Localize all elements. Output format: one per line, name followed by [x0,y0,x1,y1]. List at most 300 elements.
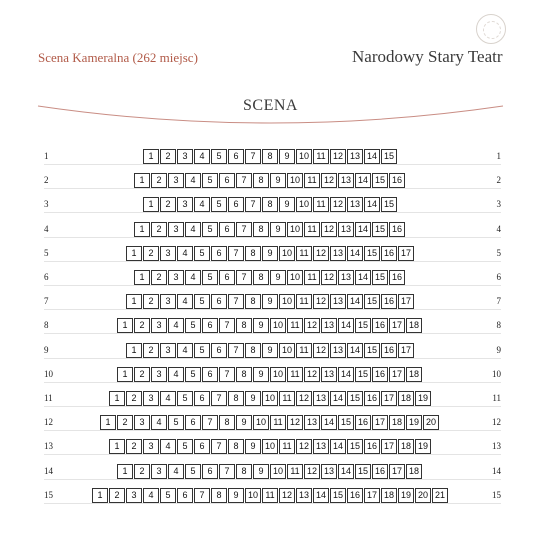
theatre-name: Narodowy Stary Teatr [352,47,503,66]
seat-button[interactable]: 6 [185,415,201,430]
seat-button[interactable]: 3 [126,488,142,503]
seat-button[interactable]: 15 [355,367,371,382]
seat-button[interactable]: 13 [338,173,354,188]
seat-button[interactable]: 6 [211,343,227,358]
seat-group [134,173,406,188]
seat-button[interactable]: 2 [126,391,142,406]
seat-button[interactable]: 11 [262,488,278,503]
seat-button[interactable]: 1 [109,391,125,406]
seat-button[interactable]: 7 [245,149,261,164]
row-divider [44,382,501,383]
seat-button[interactable]: 6 [219,270,235,285]
seat-button[interactable]: 11 [279,439,295,454]
seat-button[interactable]: 11 [313,197,329,212]
seat-button[interactable]: 8 [245,246,261,261]
seat-button[interactable]: 11 [296,246,312,261]
seat-group [117,318,423,333]
seat-button[interactable]: 15 [381,197,397,212]
seat-button[interactable]: 2 [160,197,176,212]
seat-button[interactable]: 2 [160,149,176,164]
seat-button[interactable]: 13 [313,391,329,406]
seat-button[interactable]: 7 [236,173,252,188]
seat-button[interactable]: 2 [109,488,125,503]
seat-button[interactable]: 8 [219,415,235,430]
seat-button[interactable]: 17 [381,439,397,454]
seat-button[interactable]: 10 [262,391,278,406]
seat-button[interactable]: 8 [245,343,261,358]
seat-button[interactable]: 16 [381,246,397,261]
seat-button[interactable]: 2 [151,270,167,285]
seat-button[interactable]: 8 [236,367,252,382]
seat-button[interactable]: 14 [330,439,346,454]
seat-button[interactable]: 9 [279,197,295,212]
seat-button[interactable]: 5 [211,149,227,164]
seat-button[interactable]: 5 [202,270,218,285]
seat-button[interactable]: 1 [117,367,133,382]
stage-label: SCENA [243,97,298,114]
seat-button[interactable]: 3 [160,343,176,358]
seat-button[interactable]: 13 [330,294,346,309]
row-number-right: 9 [496,345,501,355]
seat-button[interactable]: 3 [151,367,167,382]
row-number-right: 14 [492,466,501,476]
seat-button[interactable]: 4 [185,222,201,237]
seat-button[interactable]: 15 [338,415,354,430]
seat-button[interactable]: 12 [304,318,320,333]
seat-button[interactable]: 10 [270,464,286,479]
seat-group [100,415,440,430]
seat-button[interactable]: 2 [143,343,159,358]
seat-button[interactable]: 10 [279,343,295,358]
seat-button[interactable]: 6 [194,391,210,406]
seat-button[interactable]: 14 [338,464,354,479]
seat-button[interactable]: 3 [177,149,193,164]
seat-button[interactable]: 4 [185,173,201,188]
seat-button[interactable]: 2 [143,294,159,309]
seat-button[interactable]: 10 [245,488,261,503]
seat-button[interactable]: 9 [253,318,269,333]
seat-row-3 [0,197,541,214]
seat-button[interactable]: 19 [415,439,431,454]
row-number-right: 13 [492,441,501,451]
seat-button[interactable]: 12 [296,391,312,406]
seat-button[interactable]: 13 [321,367,337,382]
seat-button[interactable]: 17 [364,488,380,503]
seat-button[interactable]: 12 [321,270,337,285]
seat-button[interactable]: 7 [228,343,244,358]
seat-button[interactable]: 14 [355,173,371,188]
seat-button[interactable]: 9 [279,149,295,164]
seat-button[interactable]: 12 [313,294,329,309]
seat-button[interactable]: 18 [406,367,422,382]
seat-button[interactable]: 3 [168,222,184,237]
seat-button[interactable]: 13 [338,222,354,237]
seat-button[interactable]: 8 [211,488,227,503]
seat-button[interactable]: 7 [236,270,252,285]
seat-button[interactable]: 15 [372,173,388,188]
seat-button[interactable]: 18 [406,464,422,479]
seat-button[interactable]: 12 [313,343,329,358]
seat-button[interactable]: 7 [228,294,244,309]
row-divider [44,237,501,238]
seat-button[interactable]: 4 [168,318,184,333]
seat-button[interactable]: 4 [168,367,184,382]
seat-row-6 [0,270,541,287]
seat-button[interactable]: 10 [296,149,312,164]
seat-button[interactable]: 15 [347,391,363,406]
seat-button[interactable]: 14 [364,149,380,164]
seat-button[interactable]: 4 [194,149,210,164]
seat-group [134,222,406,237]
seat-button[interactable]: 11 [304,173,320,188]
seat-button[interactable]: 1 [134,222,150,237]
seat-button[interactable]: 1 [126,246,142,261]
seat-button[interactable]: 6 [219,222,235,237]
seat-button[interactable]: 14 [347,246,363,261]
seat-button[interactable]: 13 [304,415,320,430]
row-number-left: 4 [44,224,49,234]
seat-button[interactable]: 3 [134,415,150,430]
seat-button[interactable]: 11 [287,464,303,479]
seat-button[interactable]: 7 [211,391,227,406]
seat-row-14 [0,464,541,481]
seat-button[interactable]: 12 [321,173,337,188]
seat-button[interactable]: 4 [194,197,210,212]
seat-button[interactable]: 2 [143,246,159,261]
seat-button[interactable]: 15 [330,488,346,503]
seat-button[interactable]: 4 [185,270,201,285]
seat-button[interactable]: 14 [347,294,363,309]
seat-button[interactable]: 5 [185,464,201,479]
seat-button[interactable]: 8 [245,294,261,309]
seat-button[interactable]: 10 [296,197,312,212]
seat-button[interactable]: 3 [151,464,167,479]
seat-button[interactable]: 11 [296,343,312,358]
seat-button[interactable]: 8 [253,173,269,188]
seat-button[interactable]: 4 [177,294,193,309]
seat-button[interactable]: 1 [126,294,142,309]
seat-button[interactable]: 16 [389,270,405,285]
seat-button[interactable]: 15 [364,343,380,358]
seat-button[interactable]: 1 [117,464,133,479]
seat-button[interactable]: 13 [296,488,312,503]
seat-row-2 [0,173,541,190]
seat-button[interactable]: 6 [202,367,218,382]
seat-button[interactable]: 14 [313,488,329,503]
seat-button[interactable]: 15 [347,439,363,454]
seat-button[interactable]: 2 [134,318,150,333]
seat-button[interactable]: 7 [245,197,261,212]
seat-button[interactable]: 19 [415,391,431,406]
row-divider [44,430,501,431]
seat-button[interactable]: 6 [202,318,218,333]
seat-button[interactable]: 4 [177,343,193,358]
seat-button[interactable]: 11 [296,294,312,309]
seat-button[interactable]: 4 [143,488,159,503]
seat-button[interactable]: 10 [270,367,286,382]
seat-button[interactable]: 1 [100,415,116,430]
seat-button[interactable]: 1 [134,173,150,188]
seat-button[interactable]: 15 [381,149,397,164]
seat-button[interactable]: 13 [313,439,329,454]
seat-button[interactable]: 12 [287,415,303,430]
seat-button[interactable]: 6 [211,246,227,261]
row-divider [44,188,501,189]
seat-button[interactable]: 5 [211,197,227,212]
seat-button[interactable]: 11 [287,367,303,382]
seat-button[interactable]: 14 [338,367,354,382]
seat-button[interactable]: 16 [364,391,380,406]
row-divider [44,164,501,165]
seat-button[interactable]: 10 [279,246,295,261]
seat-button[interactable]: 16 [381,343,397,358]
seat-button[interactable]: 7 [211,439,227,454]
seat-button[interactable]: 9 [262,343,278,358]
seat-button[interactable]: 7 [219,464,235,479]
seat-button[interactable]: 4 [160,391,176,406]
seat-button[interactable]: 13 [330,246,346,261]
row-divider [44,333,501,334]
seat-button[interactable]: 2 [151,222,167,237]
seat-button[interactable]: 5 [194,246,210,261]
seat-button[interactable]: 16 [347,488,363,503]
seat-button[interactable]: 17 [398,343,414,358]
seat-button[interactable]: 10 [287,173,303,188]
seat-button[interactable]: 16 [389,222,405,237]
seat-button[interactable]: 9 [253,367,269,382]
seat-button[interactable]: 13 [321,464,337,479]
seat-button[interactable]: 15 [372,270,388,285]
seat-button[interactable]: 2 [151,173,167,188]
seat-button[interactable]: 16 [364,439,380,454]
seat-button[interactable]: 10 [270,318,286,333]
seat-button[interactable]: 8 [228,391,244,406]
seat-button[interactable]: 9 [270,222,286,237]
seat-button[interactable]: 6 [211,294,227,309]
seat-button[interactable]: 16 [389,173,405,188]
seat-button[interactable]: 15 [364,294,380,309]
seat-button[interactable]: 4 [160,439,176,454]
seat-button[interactable]: 8 [253,270,269,285]
seat-button[interactable]: 10 [262,439,278,454]
row-number-right: 11 [492,393,501,403]
seat-button[interactable]: 19 [406,415,422,430]
seat-button[interactable]: 14 [355,270,371,285]
seat-button[interactable]: 12 [330,197,346,212]
row-number-left: 9 [44,345,49,355]
row-number-right: 6 [496,272,501,282]
seat-button[interactable]: 5 [194,343,210,358]
seat-button[interactable]: 16 [372,464,388,479]
seat-button[interactable]: 3 [177,197,193,212]
seat-button[interactable]: 12 [330,149,346,164]
seat-row-10 [0,367,541,384]
seat-button[interactable]: 7 [202,415,218,430]
seat-button[interactable]: 5 [185,318,201,333]
seat-button[interactable]: 5 [177,391,193,406]
seat-button[interactable]: 5 [202,173,218,188]
seat-button[interactable]: 1 [143,149,159,164]
seat-button[interactable]: 9 [262,294,278,309]
seat-button[interactable]: 11 [304,222,320,237]
seat-button[interactable]: 7 [194,488,210,503]
row-number-right: 5 [496,248,501,258]
seat-button[interactable]: 3 [151,318,167,333]
seat-row-13 [0,439,541,456]
seat-button[interactable]: 14 [338,318,354,333]
seat-button[interactable]: 4 [151,415,167,430]
seat-button[interactable]: 18 [406,318,422,333]
seat-button[interactable]: 11 [270,415,286,430]
row-number-right: 12 [492,417,501,427]
seat-button[interactable]: 15 [372,222,388,237]
seat-row-8 [0,318,541,335]
seat-button[interactable]: 15 [364,246,380,261]
seat-button[interactable]: 6 [219,173,235,188]
seat-button[interactable]: 14 [347,343,363,358]
seat-button[interactable]: 9 [245,391,261,406]
seat-button[interactable]: 3 [143,439,159,454]
seat-button[interactable]: 5 [160,488,176,503]
seat-button[interactable]: 5 [185,367,201,382]
seat-button[interactable]: 1 [117,318,133,333]
seat-button[interactable]: 10 [287,270,303,285]
seat-button[interactable]: 8 [236,318,252,333]
seat-button[interactable]: 16 [372,367,388,382]
seat-button[interactable]: 3 [160,246,176,261]
seat-button[interactable]: 2 [117,415,133,430]
seat-button[interactable]: 14 [330,391,346,406]
seat-button[interactable]: 18 [381,488,397,503]
seat-button[interactable]: 7 [219,367,235,382]
seat-button[interactable]: 15 [355,464,371,479]
seat-button[interactable]: 11 [287,318,303,333]
seat-button[interactable]: 16 [381,294,397,309]
seat-button[interactable]: 18 [389,415,405,430]
seat-button[interactable]: 19 [398,488,414,503]
seat-button[interactable]: 3 [143,391,159,406]
seat-button[interactable]: 17 [389,464,405,479]
seat-button[interactable]: 9 [245,439,261,454]
seat-button[interactable]: 12 [304,367,320,382]
seat-button[interactable]: 6 [177,488,193,503]
seat-button[interactable]: 17 [381,391,397,406]
seat-button[interactable]: 10 [279,294,295,309]
seat-button[interactable]: 7 [219,318,235,333]
seat-button[interactable]: 13 [347,197,363,212]
seat-button[interactable]: 9 [262,246,278,261]
seat-button[interactable]: 6 [194,439,210,454]
seat-group [109,391,432,406]
seat-button[interactable]: 17 [372,415,388,430]
seat-button[interactable]: 11 [313,149,329,164]
seat-button[interactable]: 12 [321,222,337,237]
seat-button[interactable]: 14 [355,222,371,237]
seat-button[interactable]: 1 [92,488,108,503]
row-divider [44,285,501,286]
seat-button[interactable]: 2 [134,464,150,479]
seat-button[interactable]: 11 [279,391,295,406]
seat-button[interactable]: 18 [398,391,414,406]
seat-button[interactable]: 6 [202,464,218,479]
seat-button[interactable]: 12 [304,464,320,479]
seat-button[interactable]: 5 [177,439,193,454]
seat-row-4 [0,222,541,239]
seat-button[interactable]: 3 [160,294,176,309]
seat-button[interactable]: 12 [313,246,329,261]
seat-button[interactable]: 13 [321,318,337,333]
seat-button[interactable]: 8 [262,197,278,212]
seat-button[interactable]: 4 [177,246,193,261]
seat-button[interactable]: 2 [126,439,142,454]
seat-row-11 [0,391,541,408]
seat-button[interactable]: 3 [168,173,184,188]
seat-button[interactable]: 9 [236,415,252,430]
seat-button[interactable]: 13 [338,270,354,285]
seat-button[interactable]: 10 [287,222,303,237]
seat-button[interactable]: 8 [228,439,244,454]
seat-button[interactable]: 6 [228,149,244,164]
seat-button[interactable]: 6 [228,197,244,212]
seat-button[interactable]: 7 [228,246,244,261]
row-number-left: 13 [44,441,53,451]
seat-button[interactable]: 4 [168,464,184,479]
seat-button[interactable]: 12 [279,488,295,503]
seat-button[interactable]: 21 [432,488,448,503]
seat-button[interactable]: 8 [236,464,252,479]
seat-button[interactable]: 18 [398,439,414,454]
seat-button[interactable]: 16 [372,318,388,333]
seat-button[interactable]: 15 [355,318,371,333]
seat-button[interactable]: 17 [389,367,405,382]
seat-button[interactable]: 1 [143,197,159,212]
seat-button[interactable]: 20 [415,488,431,503]
seat-button[interactable]: 16 [355,415,371,430]
seat-group [92,488,449,503]
seat-button[interactable]: 9 [270,173,286,188]
seat-button[interactable]: 14 [364,197,380,212]
seat-button[interactable]: 13 [330,343,346,358]
seat-button[interactable]: 17 [389,318,405,333]
seat-button[interactable]: 2 [134,367,150,382]
seat-button[interactable]: 8 [262,149,278,164]
seat-button[interactable]: 9 [253,464,269,479]
seat-button[interactable]: 7 [236,222,252,237]
seat-button[interactable]: 11 [304,270,320,285]
seat-button[interactable]: 3 [168,270,184,285]
seat-button[interactable]: 5 [168,415,184,430]
seat-button[interactable]: 1 [134,270,150,285]
seat-button[interactable]: 8 [253,222,269,237]
seat-button[interactable]: 9 [270,270,286,285]
seat-button[interactable]: 5 [194,294,210,309]
row-divider [44,261,501,262]
seat-button[interactable]: 20 [423,415,439,430]
seat-button[interactable]: 9 [228,488,244,503]
seat-button[interactable]: 14 [321,415,337,430]
seat-button[interactable]: 17 [398,294,414,309]
row-divider [44,212,501,213]
seat-button[interactable]: 17 [398,246,414,261]
seat-button[interactable]: 1 [126,343,142,358]
seat-button[interactable]: 5 [202,222,218,237]
seat-row-5 [0,246,541,263]
seat-button[interactable]: 1 [109,439,125,454]
seat-button[interactable]: 12 [296,439,312,454]
seat-row-9 [0,343,541,360]
seat-button[interactable]: 10 [253,415,269,430]
seat-button[interactable]: 13 [347,149,363,164]
